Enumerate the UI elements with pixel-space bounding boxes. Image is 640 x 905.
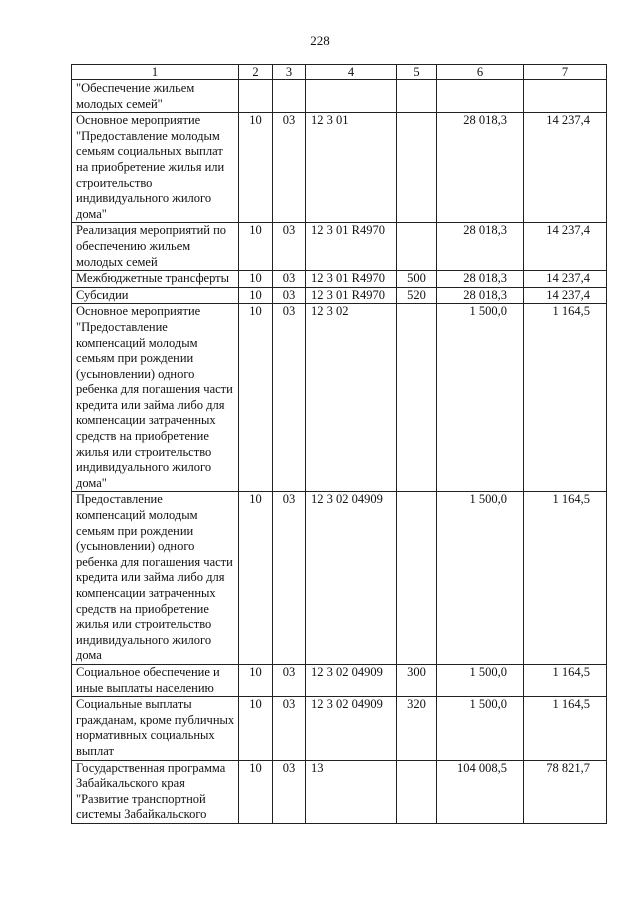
row-expense-type <box>397 492 437 665</box>
row-name: Основное мероприятие "Предоставление компенсаций молодым семьям при рождении (усыновлении) одного ребенка для погашения части кредита или займа либо для компенсации затраченных средств на приобретение жилья или строительство индивидуального жилого дома" <box>72 304 239 492</box>
row-name: Реализация мероприятий по обеспечению жильем молодых семей <box>72 223 239 271</box>
row-subsection <box>273 80 306 113</box>
table-header <box>72 65 607 80</box>
row-section: 10 <box>239 304 273 492</box>
row-section <box>239 80 273 113</box>
row-subsection: 03 <box>273 223 306 271</box>
row-subsection: 03 <box>273 113 306 223</box>
table-row <box>72 760 607 823</box>
row-name: Государственная программа Забайкальского края "Развитие транспортной системы Забайкальского <box>72 760 239 823</box>
row-section: 10 <box>239 492 273 665</box>
row-amount-actual: 14 237,4 <box>524 113 607 223</box>
row-expense-type <box>397 304 437 492</box>
row-amount-actual: 14 237,4 <box>524 287 607 304</box>
row-amount-plan: 28 018,3 <box>437 223 524 271</box>
table-row <box>72 492 607 665</box>
row-expense-type: 500 <box>397 271 437 288</box>
row-target-code: 12 3 02 04909 <box>306 664 397 696</box>
column-header-6: 6 <box>437 65 524 80</box>
column-header-5: 5 <box>397 65 437 80</box>
page-number: 228 <box>310 33 330 48</box>
row-section: 10 <box>239 287 273 304</box>
row-amount-actual <box>524 80 607 113</box>
row-amount-plan: 28 018,3 <box>437 271 524 288</box>
row-subsection: 03 <box>273 287 306 304</box>
row-target-code: 12 3 01 R4970 <box>306 287 397 304</box>
row-target-code: 12 3 01 R4970 <box>306 223 397 271</box>
row-amount-plan <box>437 80 524 113</box>
row-subsection: 03 <box>273 760 306 823</box>
row-name: Социальное обеспечение и иные выплаты населению <box>72 664 239 696</box>
row-name: Субсидии <box>72 287 239 304</box>
column-header-4: 4 <box>306 65 397 80</box>
row-amount-actual: 1 164,5 <box>524 492 607 665</box>
row-section: 10 <box>239 223 273 271</box>
row-name: Предоставление компенсаций молодым семьям при рождении (усыновлении) одного ребенка для погашения части кредита или займа либо для компенсации затраченных средств на приобретение жилья или строительство индивидуального жилого дома <box>72 492 239 665</box>
row-amount-actual: 78 821,7 <box>524 760 607 823</box>
row-name: Социальные выплаты гражданам, кроме публичных нормативных социальных выплат <box>72 697 239 760</box>
row-expense-type: 300 <box>397 664 437 696</box>
row-name: "Обеспечение жильем молодых семей" <box>72 80 239 113</box>
table-row <box>72 697 607 760</box>
row-target-code: 12 3 02 04909 <box>306 492 397 665</box>
table-row <box>72 304 607 492</box>
header-row <box>72 65 607 80</box>
row-amount-actual: 1 164,5 <box>524 304 607 492</box>
row-name: Межбюджетные трансферты <box>72 271 239 288</box>
row-expense-type: 320 <box>397 697 437 760</box>
table-body <box>72 80 607 824</box>
table-row <box>72 664 607 696</box>
row-amount-actual: 1 164,5 <box>524 697 607 760</box>
row-expense-type <box>397 760 437 823</box>
row-target-code <box>306 80 397 113</box>
row-amount-plan: 1 500,0 <box>437 664 524 696</box>
table-row <box>72 223 607 271</box>
row-amount-plan: 1 500,0 <box>437 697 524 760</box>
row-amount-plan: 28 018,3 <box>437 287 524 304</box>
row-target-code: 12 3 01 R4970 <box>306 271 397 288</box>
row-section: 10 <box>239 697 273 760</box>
row-expense-type <box>397 113 437 223</box>
row-subsection: 03 <box>273 304 306 492</box>
row-subsection: 03 <box>273 664 306 696</box>
column-header-7: 7 <box>524 65 607 80</box>
row-section: 10 <box>239 760 273 823</box>
table-row <box>72 287 607 304</box>
row-section: 10 <box>239 271 273 288</box>
column-header-3: 3 <box>273 65 306 80</box>
row-subsection: 03 <box>273 271 306 288</box>
row-amount-actual: 14 237,4 <box>524 223 607 271</box>
row-subsection: 03 <box>273 492 306 665</box>
column-header-1: 1 <box>72 65 239 80</box>
column-header-2: 2 <box>239 65 273 80</box>
row-name: Основное мероприятие "Предоставление молодым семьям социальных выплат на приобретение жилья или строительство индивидуального жилого дома" <box>72 113 239 223</box>
row-subsection: 03 <box>273 697 306 760</box>
budget-table <box>71 64 607 824</box>
row-section: 10 <box>239 113 273 223</box>
row-amount-plan: 28 018,3 <box>437 113 524 223</box>
row-target-code: 12 3 02 <box>306 304 397 492</box>
row-target-code: 12 3 01 <box>306 113 397 223</box>
row-amount-actual: 1 164,5 <box>524 664 607 696</box>
row-expense-type <box>397 80 437 113</box>
row-target-code: 12 3 02 04909 <box>306 697 397 760</box>
table-row <box>72 113 607 223</box>
row-section: 10 <box>239 664 273 696</box>
row-amount-plan: 1 500,0 <box>437 304 524 492</box>
table-row <box>72 271 607 288</box>
row-amount-plan: 104 008,5 <box>437 760 524 823</box>
row-expense-type <box>397 223 437 271</box>
row-amount-plan: 1 500,0 <box>437 492 524 665</box>
row-amount-actual: 14 237,4 <box>524 271 607 288</box>
row-target-code: 13 <box>306 760 397 823</box>
table-row <box>72 80 607 113</box>
row-expense-type: 520 <box>397 287 437 304</box>
